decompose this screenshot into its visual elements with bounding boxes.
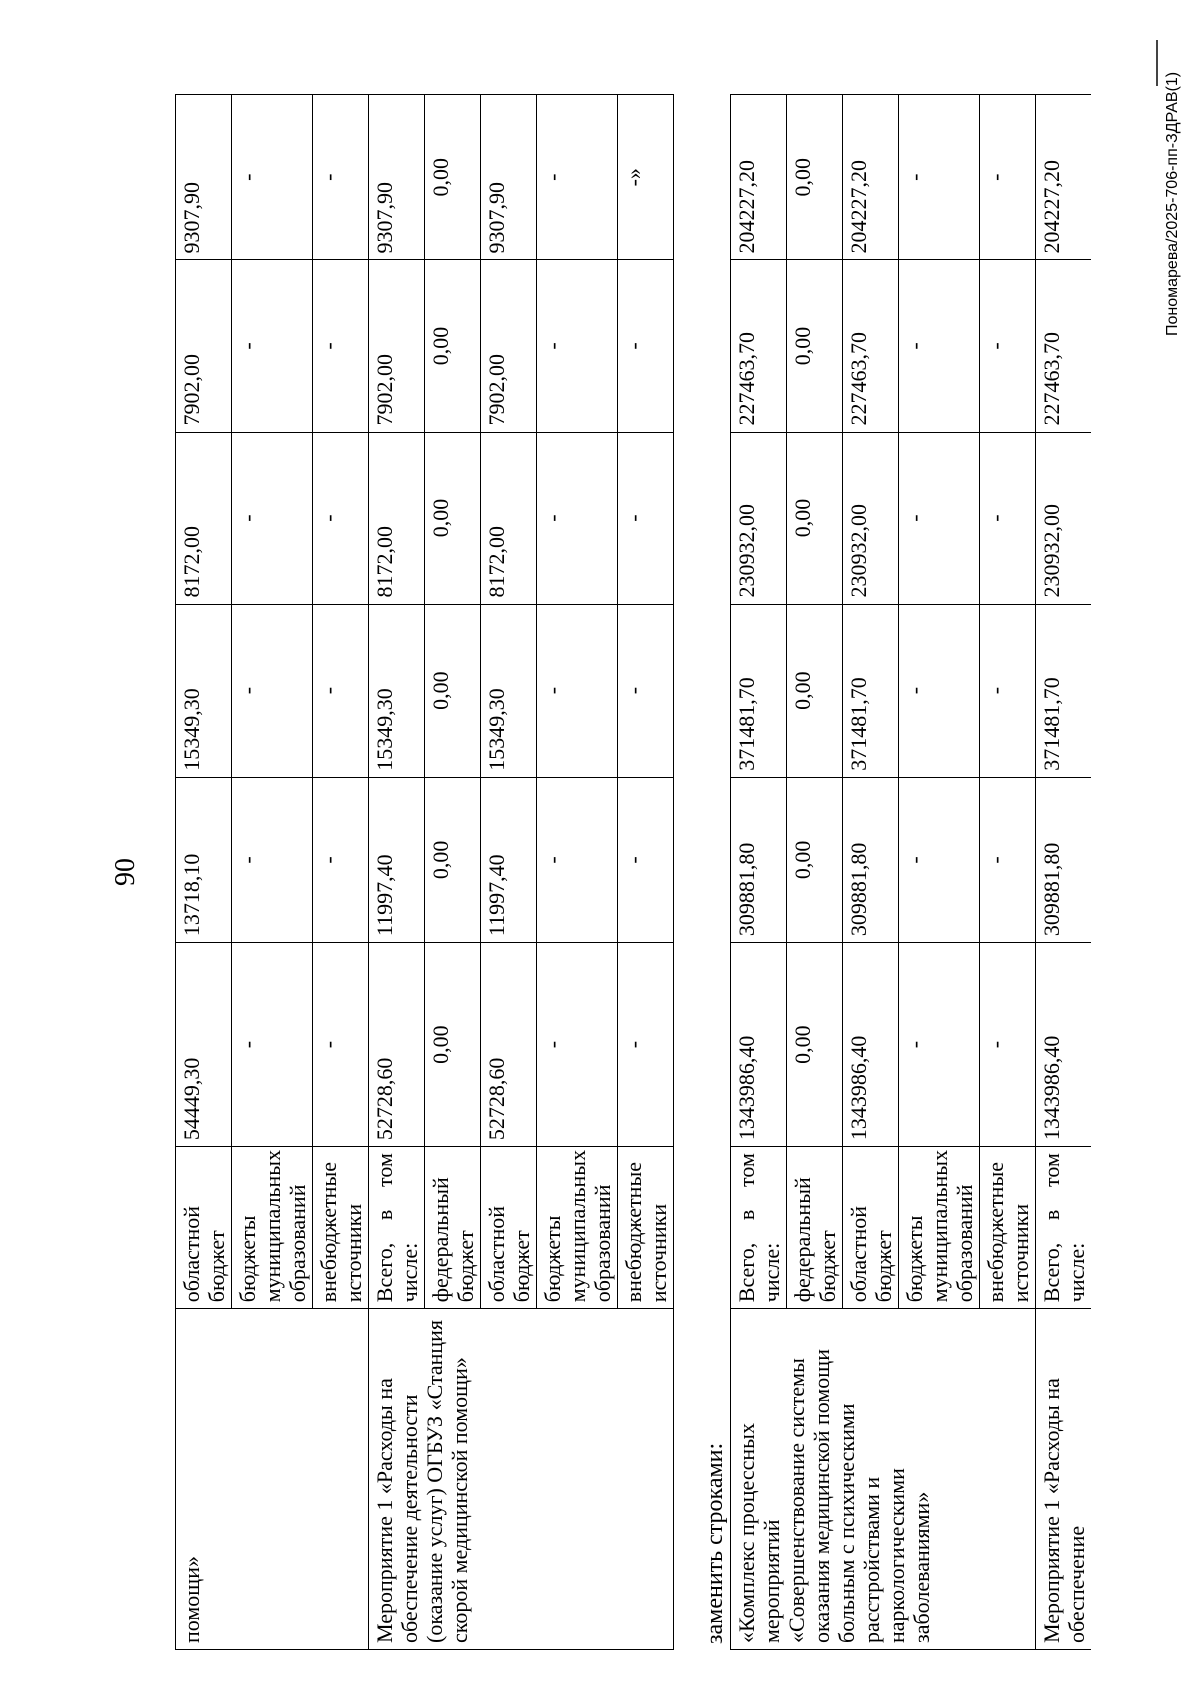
- value-cell: 204227,20: [1036, 95, 1092, 260]
- value-cell: 309881,80: [1036, 777, 1092, 942]
- source-label: [369, 1147, 425, 1309]
- value-cell: -: [899, 260, 980, 432]
- value-cell: 204227,20: [731, 95, 787, 260]
- row-description: помощи»: [176, 1309, 369, 1650]
- source-label: бюджеты муниципальных образований: [232, 1147, 313, 1309]
- value-cell: -: [537, 777, 618, 942]
- source-word: том: [372, 1153, 397, 1187]
- value-cell: 0,00: [425, 432, 481, 604]
- value-cell: 230932,00: [843, 432, 899, 604]
- value-cell: -: [618, 777, 674, 942]
- source-word: числе:: [759, 1242, 784, 1303]
- value-cell: 0,00: [425, 943, 481, 1147]
- table-row: [369, 95, 425, 1650]
- value-cell: 15349,30: [481, 604, 537, 777]
- value-cell: -: [232, 604, 313, 777]
- source-label: внебюджетные источники: [313, 1147, 369, 1309]
- source-label: областной бюджет: [843, 1147, 899, 1309]
- table-row: [1036, 95, 1092, 1650]
- value-cell: 54449,30: [176, 943, 232, 1147]
- value-cell: -: [980, 777, 1036, 942]
- value-cell: -: [899, 95, 980, 260]
- source-word: том: [1039, 1153, 1064, 1187]
- value-cell: 0,00: [787, 95, 843, 260]
- budget-table-top: [175, 94, 674, 1650]
- value-cell: 230932,00: [1036, 432, 1092, 604]
- value-cell: 13718,10: [176, 777, 232, 942]
- value-cell: 11997,40: [481, 777, 537, 942]
- value-cell: 227463,70: [843, 260, 899, 432]
- source-label: внебюджетные источники: [618, 1147, 674, 1309]
- source-word: в: [372, 1209, 397, 1221]
- value-cell: 309881,80: [843, 777, 899, 942]
- value-cell: -: [537, 260, 618, 432]
- value-cell: -: [232, 260, 313, 432]
- row-description: «Комплекс процессных мероприятий «Совершенствование системы оказания медицинской помощи больным с психическими расстройствами и наркологическими заболеваниями»: [731, 1309, 1036, 1650]
- value-cell: -: [313, 260, 369, 432]
- value-cell: 11997,40: [369, 777, 425, 942]
- value-cell: 1343986,40: [843, 943, 899, 1147]
- value-cell: 227463,70: [1036, 260, 1092, 432]
- source-label: внебюджетные источники: [980, 1147, 1036, 1309]
- value-cell: -: [537, 943, 618, 1147]
- source-label: федеральный бюджет: [787, 1147, 843, 1309]
- value-cell: -: [899, 432, 980, 604]
- source-label: [731, 1147, 787, 1309]
- value-cell: -: [980, 95, 1036, 260]
- replace-heading: заменить строками:: [702, 1442, 728, 1644]
- value-cell: 1343986,40: [731, 943, 787, 1147]
- value-cell: -: [618, 260, 674, 432]
- value-cell: 9307,90: [176, 95, 232, 260]
- value-cell: 7902,00: [369, 260, 425, 432]
- value-cell: -: [618, 432, 674, 604]
- table-row: [731, 95, 787, 1650]
- value-cell: -: [313, 432, 369, 604]
- page-number: 90: [110, 858, 141, 886]
- source-label: бюджеты муниципальных образований: [899, 1147, 980, 1309]
- value-cell: -: [980, 260, 1036, 432]
- value-cell: 1343986,40: [1036, 943, 1092, 1147]
- value-cell: 0,00: [787, 777, 843, 942]
- value-cell: 9307,90: [481, 95, 537, 260]
- source-word: в: [1039, 1209, 1064, 1221]
- value-cell: -: [232, 943, 313, 1147]
- source-label: [1036, 1147, 1092, 1309]
- document-code: Пономарева/2025-706-пп-ЗДРАВ(1): [1164, 71, 1181, 336]
- value-cell: 0,00: [425, 777, 481, 942]
- value-cell: -: [232, 777, 313, 942]
- value-cell: -: [980, 943, 1036, 1147]
- value-cell: -: [313, 604, 369, 777]
- value-cell: 371481,70: [731, 604, 787, 777]
- source-word: в: [734, 1209, 759, 1221]
- margin-mark: [1156, 40, 1158, 86]
- value-cell: -: [313, 95, 369, 260]
- value-cell: 15349,30: [176, 604, 232, 777]
- value-cell: -: [618, 604, 674, 777]
- value-cell: 227463,70: [731, 260, 787, 432]
- value-cell: 0,00: [425, 95, 481, 260]
- value-cell: 371481,70: [843, 604, 899, 777]
- value-cell: -: [313, 943, 369, 1147]
- source-word: Всего,: [372, 1242, 397, 1303]
- value-cell: -: [232, 95, 313, 260]
- source-label: областной бюджет: [176, 1147, 232, 1309]
- value-cell: 8172,00: [481, 432, 537, 604]
- value-cell: -: [899, 943, 980, 1147]
- value-cell: -: [899, 777, 980, 942]
- source-label: федеральный бюджет: [425, 1147, 481, 1309]
- value-cell: 0,00: [425, 604, 481, 777]
- value-cell: 7902,00: [481, 260, 537, 432]
- value-cell: -: [537, 95, 618, 260]
- value-cell: -: [537, 432, 618, 604]
- value-cell: -: [618, 943, 674, 1147]
- source-label: бюджеты муниципальных образований: [537, 1147, 618, 1309]
- value-cell: 52728,60: [369, 943, 425, 1147]
- value-cell: -: [899, 604, 980, 777]
- value-cell: -: [313, 777, 369, 942]
- value-cell: -: [537, 604, 618, 777]
- value-cell: 15349,30: [369, 604, 425, 777]
- value-cell: 8172,00: [176, 432, 232, 604]
- source-word: числе:: [397, 1242, 422, 1303]
- value-cell: 0,00: [425, 260, 481, 432]
- value-cell: -: [232, 432, 313, 604]
- value-cell: 0,00: [787, 260, 843, 432]
- value-cell: 0,00: [787, 604, 843, 777]
- value-cell: 9307,90: [369, 95, 425, 260]
- source-word: Всего,: [1039, 1242, 1064, 1303]
- budget-table-bottom: [730, 94, 1091, 1650]
- value-cell: 309881,80: [731, 777, 787, 942]
- value-cell: 371481,70: [1036, 604, 1092, 777]
- source-word: числе:: [1064, 1242, 1089, 1303]
- value-cell: 52728,60: [481, 943, 537, 1147]
- value-cell: 230932,00: [731, 432, 787, 604]
- value-cell: 0,00: [787, 432, 843, 604]
- value-cell: -: [980, 604, 1036, 777]
- value-cell: 8172,00: [369, 432, 425, 604]
- row-description: Мероприятие 1 «Расходы на обеспечение: [1036, 1309, 1092, 1650]
- value-cell: 7902,00: [176, 260, 232, 432]
- source-word: Всего,: [734, 1242, 759, 1303]
- table-row: [176, 95, 232, 1650]
- source-word: том: [734, 1153, 759, 1187]
- value-cell: -»: [618, 95, 674, 260]
- value-cell: 0,00: [787, 943, 843, 1147]
- value-cell: 204227,20: [843, 95, 899, 260]
- row-description: Мероприятие 1 «Расходы на обеспечение деятельности (оказание услуг) ОГБУЗ «Станция скорой медицинской помощи»: [369, 1309, 674, 1650]
- source-label: областной бюджет: [481, 1147, 537, 1309]
- value-cell: -: [980, 432, 1036, 604]
